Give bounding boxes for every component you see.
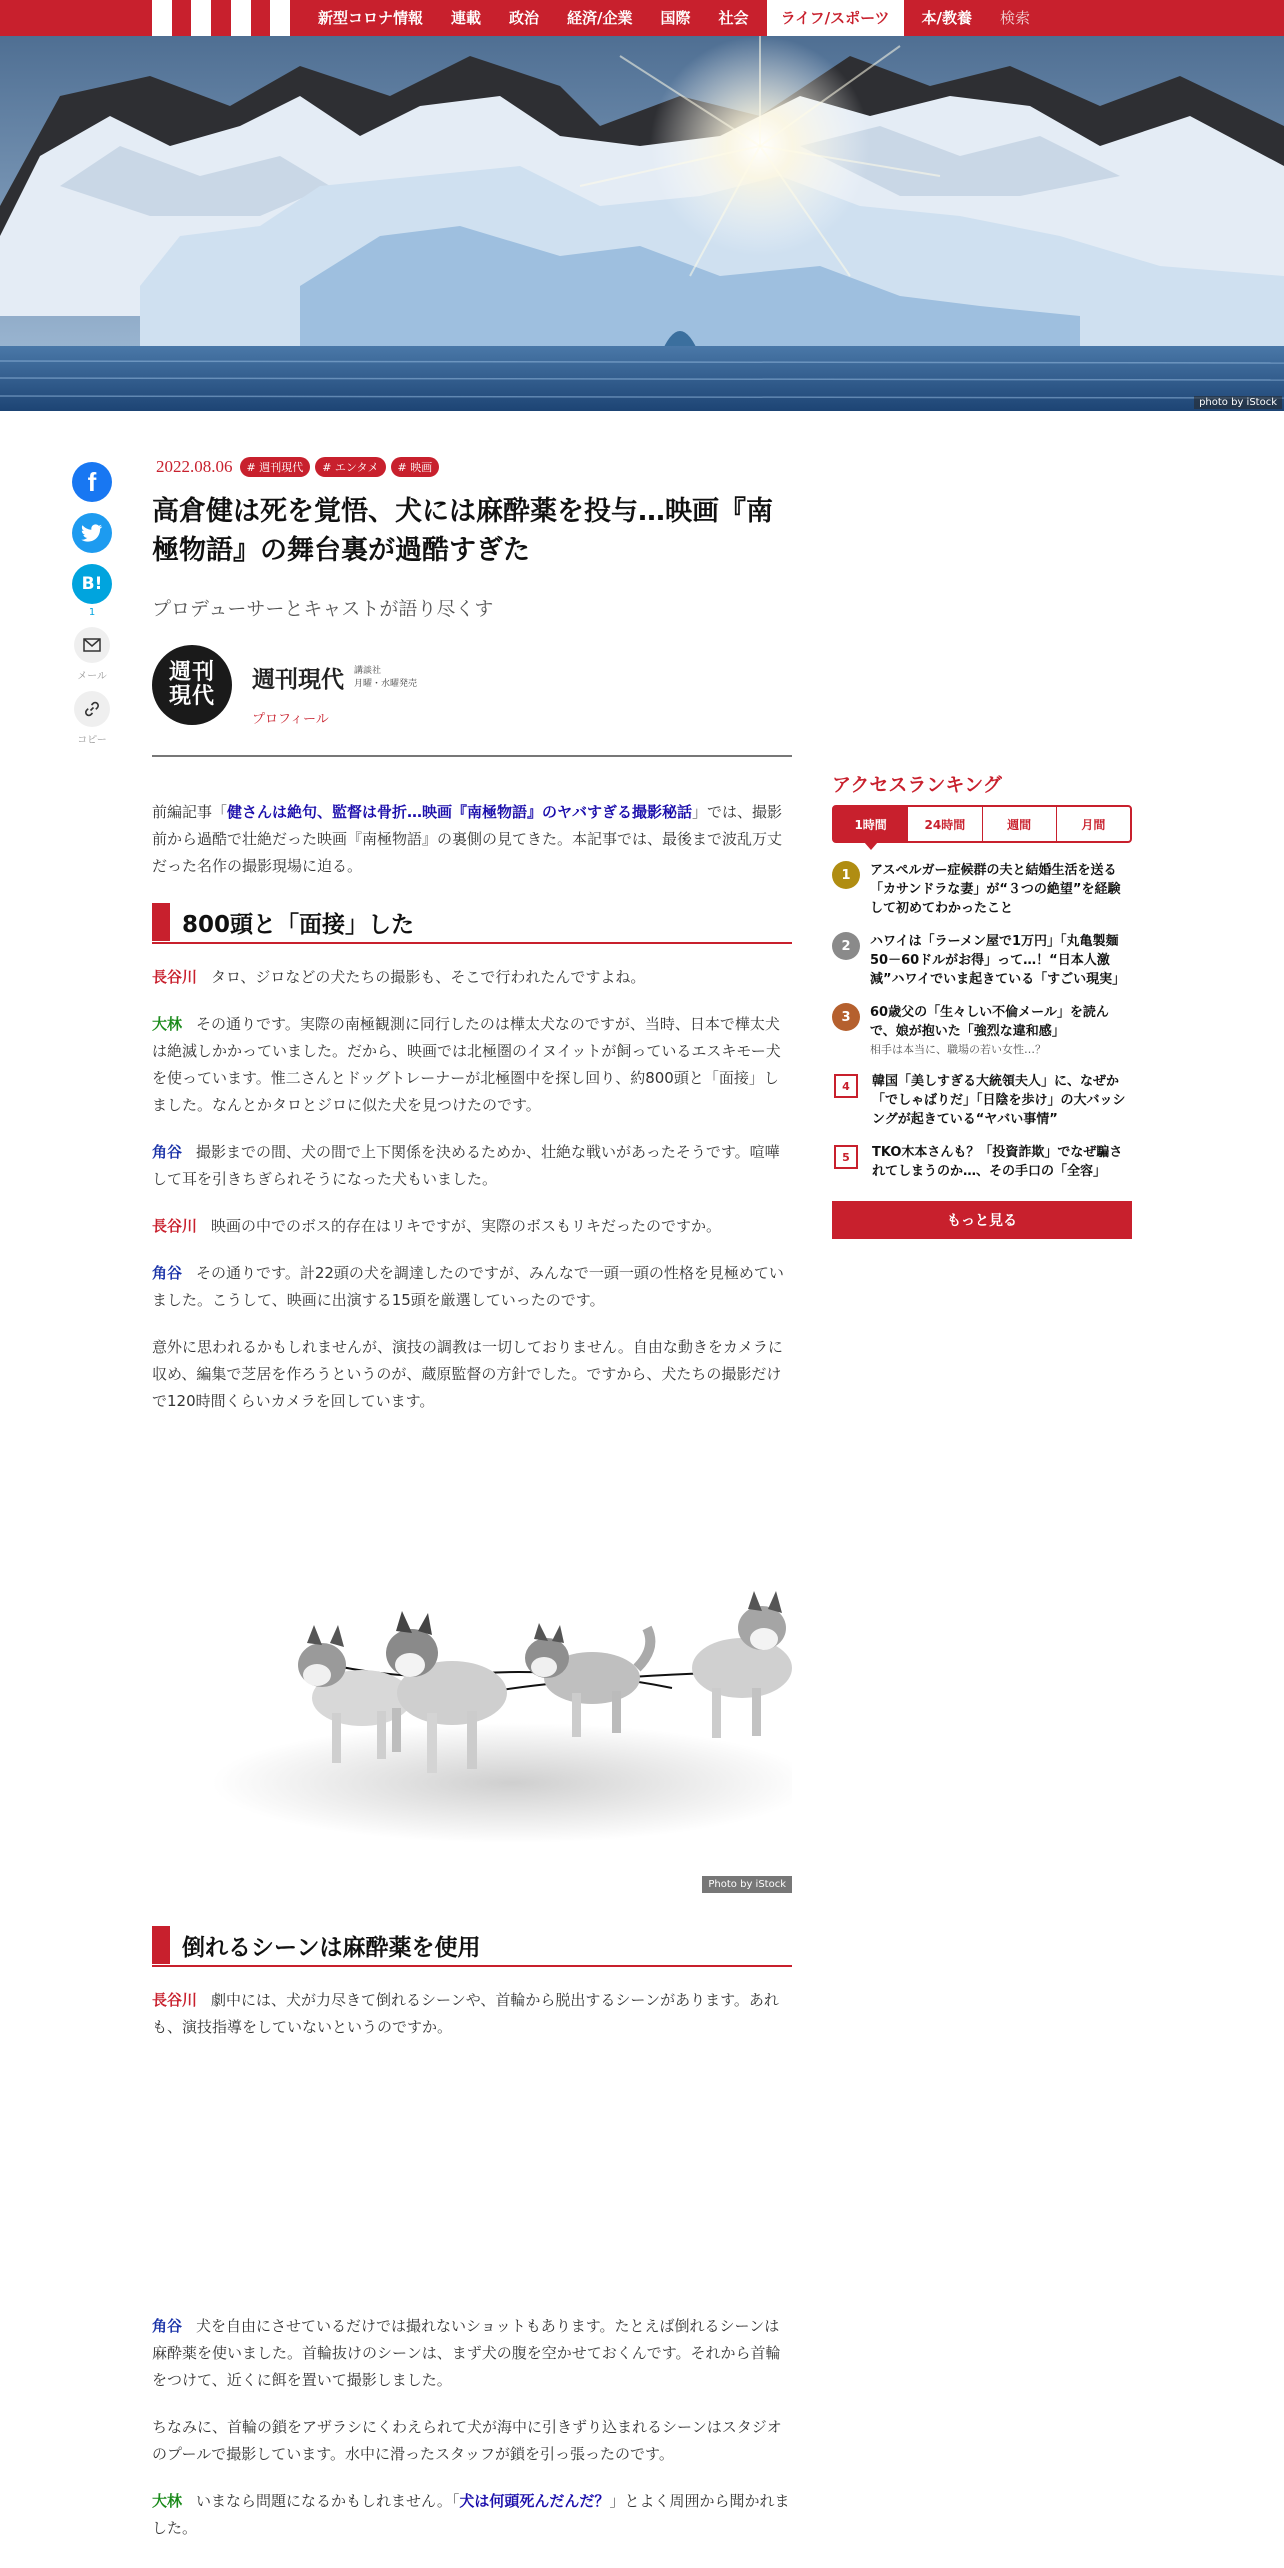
tag-movie[interactable]: # 映画 — [391, 457, 440, 477]
body-paragraph: 意外に思われるかもしれませんが、演技の調教は一切しておりません。自由な動きをカメラに収め、編集で芝居を作ろうというのが、蔵原監督の方針でした。ですから、犬たちの撮影だけで120時間くらいカメラを回しています。 — [152, 1338, 783, 1410]
nav-item-life-sports[interactable]: ライフ/スポーツ — [767, 0, 904, 36]
heading-accent-bar — [152, 903, 170, 941]
dialogue-paragraph — [152, 1260, 792, 1314]
ranking-item-2[interactable] — [832, 932, 1132, 989]
article-subtitle: プロデューサーとキャストが語り尽くす — [152, 598, 494, 620]
author-name: 週刊現代 — [252, 667, 344, 693]
dialogue-paragraph — [152, 1987, 792, 2041]
dialogue-text: 映画の中でのボス的存在はリキですが、実際のボスもリキだったのですか。 — [211, 1217, 722, 1235]
link-icon — [83, 700, 101, 718]
author-block — [152, 645, 792, 729]
rank-badge-bronze: 3 — [832, 1003, 860, 1031]
tag-shukan-gendai[interactable]: # 週刊現代 — [240, 457, 311, 477]
tab-1-hour[interactable]: 1時間 — [834, 807, 907, 841]
ranking-more-button[interactable]: もっと見る — [832, 1201, 1132, 1239]
hero-glacier-illustration — [0, 36, 1284, 411]
article — [152, 456, 792, 2542]
twitter-share-button[interactable] — [72, 513, 112, 553]
dialogue-paragraph — [152, 1213, 792, 1240]
access-ranking — [832, 770, 1132, 1239]
dialogue-text: 犬を自由にさせているだけでは撮れないショットもあります。たとえば倒れるシーンは麻酔薬を使いました。首輪抜けのシーンは、まず犬の腹を空かせておくんです。それから首輪をつけて、近くに餌を置いて撮影しました。 — [152, 2317, 781, 2389]
rank-badge-box: 4 — [834, 1074, 858, 1098]
publish-schedule: 月曜・水曜発売 — [354, 678, 418, 689]
author-info — [252, 661, 417, 727]
tab-monthly[interactable]: 月間 — [1056, 807, 1130, 841]
sled-dogs-illustration — [152, 1453, 792, 1893]
nav-item-books[interactable]: 本/教養 — [921, 9, 973, 27]
copy-label: コピー — [77, 735, 107, 746]
nav-search-link[interactable]: 検索 — [1000, 9, 1031, 27]
hero-image — [0, 36, 1284, 411]
previous-article-link[interactable]: 健さんは絶句、監督は骨折…映画『南極物語』のヤバすぎる撮影秘話 — [227, 803, 693, 821]
nav-item-politics[interactable]: 政治 — [509, 9, 540, 27]
nav-item-economy[interactable]: 経済/企業 — [567, 9, 633, 27]
section-heading-2-text: 倒れるシーンは麻酔薬を使用 — [182, 1934, 481, 1961]
mail-label: メール — [77, 671, 107, 682]
photo-credit: Photo by iStock — [702, 1876, 792, 1893]
section-heading-2 — [152, 1925, 792, 1967]
husky-3 — [525, 1623, 650, 1737]
speaker-label: 角谷 — [152, 1264, 183, 1282]
mail-share-button[interactable] — [74, 627, 110, 663]
ranking-title: アクセスランキング — [832, 774, 1002, 796]
ranking-item-3[interactable] — [832, 1003, 1132, 1058]
speaker-label: 大林 — [152, 1015, 183, 1033]
nav-items — [304, 0, 1044, 36]
site-logo[interactable] — [152, 0, 290, 36]
facebook-icon: f — [87, 467, 97, 497]
ranking-item-title: アスペルガー症候群の夫と結婚生活を送る「カサンドラな妻」が“３つの絶望”を経験して初めてわかったこと — [870, 863, 1121, 916]
speaker-label: 角谷 — [152, 1143, 183, 1161]
speaker-label: 長谷川 — [152, 968, 198, 986]
header-divider — [152, 755, 792, 757]
speaker-label: 大林 — [152, 2492, 183, 2510]
ranking-item-title-text: 60歳父の「生々しい不倫メール」を読んで、娘が抱いた「強烈な違和感」 — [870, 1005, 1109, 1039]
rank-badge-box: 5 — [834, 1145, 858, 1169]
dialogue-text: 」とよく周囲から聞かれました。 — [152, 2492, 790, 2537]
tab-weekly[interactable]: 週間 — [982, 807, 1056, 841]
mail-icon — [83, 638, 101, 652]
ranking-tabs — [832, 805, 1132, 843]
author-profile-link[interactable]: プロフィール — [252, 712, 329, 727]
dialogue-text: いまなら問題になるかもしれません。「 — [196, 2492, 460, 2510]
publish-date: 2022.08.06 — [156, 457, 233, 476]
dialogue-paragraph — [152, 2313, 792, 2394]
husky-4 — [692, 1591, 792, 1738]
author-logo-line1: 週刊 — [168, 660, 215, 685]
tag-entame[interactable]: # エンタメ — [315, 457, 385, 477]
dialogue-text: その通りです。計22頭の犬を調達したのですが、みんなで一頭一頭の性格を見極めていました。こうして、映画に出演する15頭を厳選していったのです。 — [152, 1264, 784, 1309]
body-paragraph: ちなみに、首輪の鎖をアザラシにくわえられて犬が海中に引きずり込まれるシーンはスタジオのプールで撮影しています。水中に滑ったスタッフが鎖を引っ張ったのです。 — [152, 2418, 782, 2463]
rank-badge-silver: 2 — [832, 932, 860, 960]
ranking-item-title: ハワイは「ラーメン屋で1万円」「丸亀製麺50－60ドルがお得」って…！“日本人激減”ハワイでいま起きている「すごい現実」 — [870, 934, 1126, 987]
twitter-bird-icon — [81, 524, 103, 542]
author-logo-line2: 現代 — [168, 684, 215, 709]
ranking-item-subtitle: 相手は本当に、職場の若い女性…？ — [870, 1043, 1046, 1056]
article-headline: 高倉健は死を覚悟、犬には麻酔薬を投与…映画『南極物語』の舞台裏が過酷すぎた — [152, 496, 773, 566]
dialogue-paragraph — [152, 964, 792, 991]
speaker-label: 長谷川 — [152, 1991, 198, 2009]
dialogue-text: その通りです。実際の南極観測に同行したのは樺太犬なのですが、当時、日本で樺太犬は絶滅しかかっていました。だから、映画では北極圏のイヌイットが飼っているエスキモー犬を使っています。惟二さんとドッグトレーナーが北極圏中を探し回り、約800頭と「面接」しました。なんとかタロとジロに似た犬を見つけたのです。 — [152, 1015, 781, 1114]
copy-link-button[interactable] — [74, 691, 110, 727]
dialogue-text: 劇中には、犬が力尽きて倒れるシーンや、首輪から脱出するシーンがあります。あれも、演技指導をしていないというのですか。 — [152, 1991, 779, 2036]
dialogue-text: 撮影までの間、犬の間で上下関係を決めるためか、壮絶な戦いがあったそうです。喧嘩して耳を引きちぎられそうになった犬もいました。 — [152, 1143, 780, 1188]
nav-item-covid[interactable]: 新型コロナ情報 — [318, 9, 424, 27]
speaker-label: 角谷 — [152, 2317, 183, 2335]
article-photo-huskies — [152, 1453, 792, 1893]
dialogue-paragraph — [152, 1011, 792, 1119]
author-logo[interactable] — [152, 645, 232, 725]
tab-24-hours[interactable]: 24時間 — [907, 807, 981, 841]
ranking-item-title: TKO木本さんも？「投資詐欺」でなぜ騙されてしまうのか…、その手口の「全容」 — [872, 1145, 1123, 1179]
nav-item-international[interactable]: 国際 — [660, 9, 691, 27]
ranking-item-4[interactable] — [832, 1072, 1132, 1129]
heading-accent-bar — [152, 1926, 170, 1964]
ranking-item-title — [870, 1003, 1132, 1058]
dialogue-paragraph — [152, 2488, 792, 2542]
ad-space — [152, 2041, 792, 2313]
hatena-bookmark-button[interactable]: B! — [72, 564, 112, 604]
section-heading-1 — [152, 902, 792, 944]
rank-badge-gold: 1 — [832, 861, 860, 889]
hero-photo-credit: photo by iStock — [1194, 396, 1282, 409]
speaker-label: 長谷川 — [152, 1217, 198, 1235]
intro-prefix: 前編記事「 — [152, 803, 228, 821]
intro-suffix: 」では、撮影前から過酷で壮絶だった映画『南極物語』の裏側の見てきた。本記事では、最後まで波乱万丈だった名作の撮影現場に迫る。 — [152, 803, 783, 875]
related-article-link[interactable]: 犬は何頭死んだんだ？ — [459, 2492, 610, 2510]
hatena-bookmark-count: 1 — [88, 607, 96, 618]
dialogue-paragraph — [152, 1139, 792, 1193]
facebook-share-button[interactable] — [72, 462, 112, 502]
publisher-name: 講談社 — [354, 665, 382, 676]
author-publisher — [354, 665, 417, 691]
nav-item-society[interactable]: 社会 — [718, 9, 749, 27]
dialogue-text: タロ、ジロなどの犬たちの撮影も、そこで行われたんですよね。 — [211, 968, 646, 986]
ranking-item-title: 韓国「美しすぎる大統領夫人」に、なぜか「でしゃばりだ」「日陰を歩け」の大バッシングが起きている“ヤバい事情” — [872, 1074, 1126, 1127]
section-heading-1-text: 800頭と「面接」した — [182, 911, 415, 938]
ranking-item-5[interactable] — [832, 1143, 1132, 1181]
article-meta — [156, 456, 792, 478]
share-column — [70, 458, 114, 746]
top-nav — [0, 0, 1284, 36]
ranking-item-1[interactable] — [832, 861, 1132, 918]
intro-paragraph — [152, 799, 792, 880]
nav-item-series[interactable]: 連載 — [451, 9, 482, 27]
